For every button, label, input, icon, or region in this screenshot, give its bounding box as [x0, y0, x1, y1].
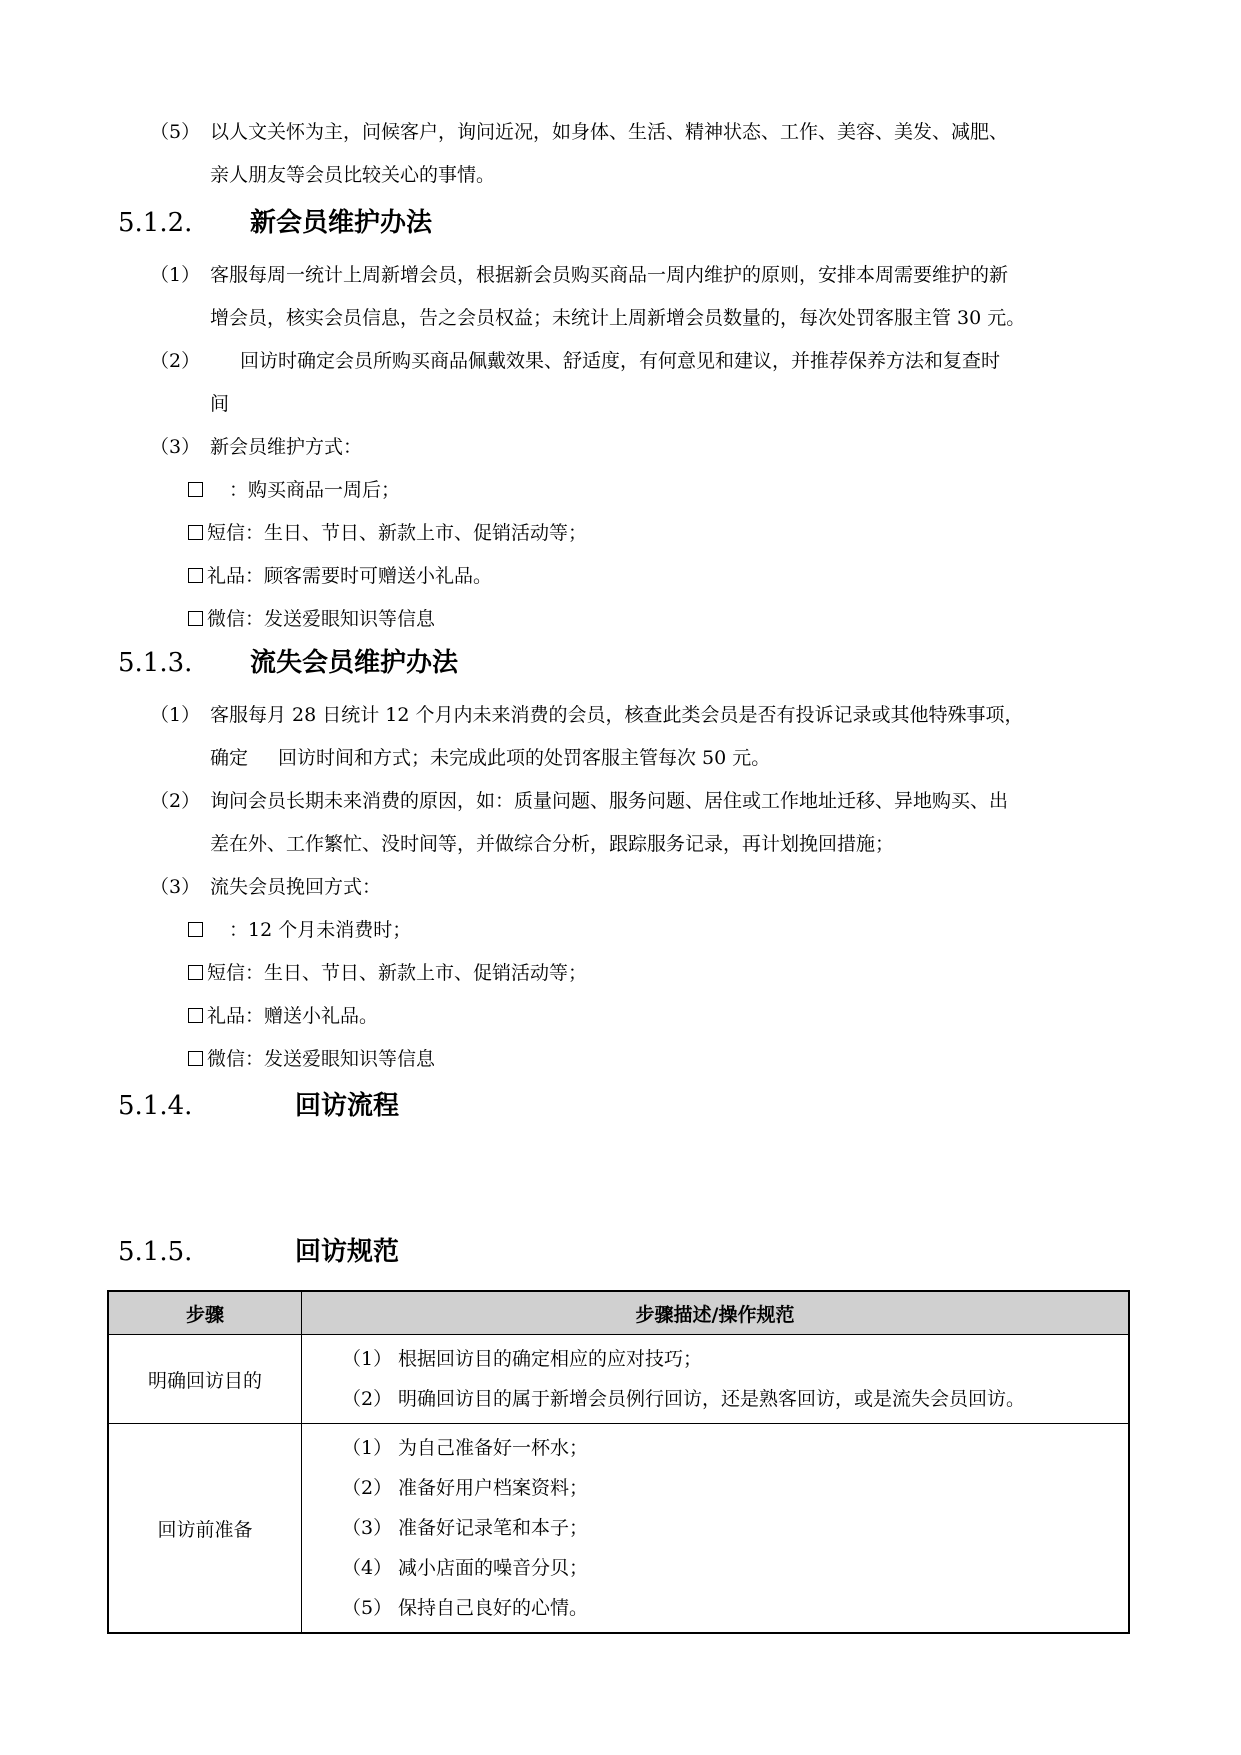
checkbox-icon: [188, 1008, 203, 1023]
checkbox-icon: [188, 611, 203, 626]
checkbox-text: 短信：生日、节日、新款上市、促销活动等；: [207, 522, 588, 544]
checkbox-text: 礼品：顾客需要时可赠送小礼品。: [207, 565, 493, 587]
checkbox-icon: [188, 568, 203, 583]
list-text: 减小店面的噪音分贝；: [398, 1557, 589, 1579]
section-heading-5-1-5: [118, 1236, 400, 1268]
paragraph-line: 以人文关怀为主，问候客户，询问近况，如身体、生活、精神状态、工作、美容、美发、减肥、: [210, 121, 1009, 143]
list-number: （1）: [342, 1348, 393, 1370]
list-number: （2）: [150, 790, 201, 812]
paragraph-line: 流失会员挽回方式：: [210, 876, 382, 898]
checkbox-text: 微信：发送爱眼知识等信息: [207, 608, 436, 630]
list-text: 为自己准备好一杯水；: [398, 1437, 589, 1459]
visit-spec-table: [107, 1290, 1130, 1634]
list-item: [342, 1588, 1128, 1628]
paragraph-line: 差在外、工作繁忙、没时间等，并做综合分析，跟踪服务记录，再计划挽回措施；: [210, 833, 895, 855]
checkbox-icon: [188, 482, 203, 497]
text-span: 确定: [210, 747, 249, 769]
table-row: [108, 1424, 1129, 1634]
list-number: （5）: [150, 121, 201, 143]
checkbox-item: [188, 918, 411, 942]
checkbox-item: [188, 961, 587, 985]
paragraph-line: 间: [210, 393, 230, 415]
list-text: 准备好用户档案资料；: [398, 1477, 589, 1499]
paragraph-line: 亲人朋友等会员比较关心的事情。: [210, 164, 496, 186]
step-cell: 明确回访目的: [108, 1335, 302, 1424]
paragraph-line: 客服每周一统计上周新增会员，根据新会员购买商品一周内维护的原则，安排本周需要维护的新: [210, 264, 1009, 286]
column-header: 步骤描述/操作规范: [302, 1291, 1130, 1335]
list-number: （1）: [150, 264, 201, 286]
section-number: 5.1.5.: [118, 1237, 193, 1267]
section-heading-5-1-2: [118, 207, 433, 239]
list-item: [342, 1548, 1128, 1588]
list-item: [342, 1339, 1128, 1379]
text-span: 回访时间和方式；未完成此项的处罚客服主管每次 50 元。: [278, 747, 771, 769]
list-number: （1）: [342, 1437, 393, 1459]
checkbox-text: ：购买商品一周后；: [229, 479, 401, 501]
list-number: （2）: [150, 350, 201, 372]
section-number: 5.1.3.: [118, 648, 193, 678]
checkbox-icon: [188, 922, 203, 937]
list-text: 准备好记录笔和本子；: [398, 1517, 589, 1539]
list-text: 保持自己良好的心情。: [398, 1597, 589, 1619]
column-header: 步骤: [108, 1291, 302, 1335]
section-title: 回访规范: [295, 1237, 400, 1267]
paragraph-line: [210, 746, 770, 770]
list-number: （2）: [342, 1477, 393, 1499]
checkbox-icon: [188, 1051, 203, 1066]
checkbox-icon: [188, 525, 203, 540]
table-row: [108, 1335, 1129, 1424]
table-header-row: [108, 1291, 1129, 1335]
section-title: 流失会员维护办法: [250, 648, 459, 678]
checkbox-item: [188, 478, 400, 502]
list-number: （3）: [150, 436, 201, 458]
description-cell: [302, 1335, 1130, 1424]
list-number: （1）: [150, 704, 201, 726]
list-number: （5）: [342, 1597, 393, 1619]
section-number: 5.1.4.: [118, 1091, 193, 1121]
checkbox-item: [188, 1004, 378, 1028]
section-title: 新会员维护办法: [250, 208, 433, 238]
section-number: 5.1.2.: [118, 208, 193, 238]
paragraph-line: 询问会员长期未来消费的原因，如：质量问题、服务问题、居住或工作地址迁移、异地购买、出: [210, 790, 1009, 812]
checkbox-item: [188, 564, 492, 588]
list-number: （2）: [342, 1388, 393, 1410]
checkbox-item: [188, 1047, 435, 1071]
checkbox-item: [188, 607, 435, 631]
list-number: （3）: [150, 876, 201, 898]
checkbox-text: 礼品：赠送小礼品。: [207, 1005, 379, 1027]
checkbox-text: ：12 个月未消费时；: [229, 919, 412, 941]
list-item: [342, 1428, 1128, 1468]
list-item: [342, 1508, 1128, 1548]
step-cell: 回访前准备: [108, 1424, 302, 1634]
paragraph-line: 增会员，核实会员信息，告之会员权益；未统计上周新增会员数量的，每次处罚客服主管 30 元。: [210, 307, 1026, 329]
section-heading-5-1-4: [118, 1090, 400, 1122]
paragraph-line: 客服每月 28 日统计 12 个月内未来消费的会员，核查此类会员是否有投诉记录或其他特殊事项，: [210, 704, 1024, 726]
list-text: 根据回访目的确定相应的应对技巧；: [398, 1348, 703, 1370]
section-heading-5-1-3: [118, 647, 459, 679]
checkbox-text: 微信：发送爱眼知识等信息: [207, 1048, 436, 1070]
list-item: [342, 1468, 1128, 1508]
checkbox-item: [188, 521, 587, 545]
section-title: 回访流程: [295, 1091, 400, 1121]
checkbox-text: 短信：生日、节日、新款上市、促销活动等；: [207, 962, 588, 984]
paragraph-line: 新会员维护方式：: [210, 436, 363, 458]
list-number: （4）: [342, 1557, 393, 1579]
list-text: 明确回访目的属于新增会员例行回访，还是熟客回访，或是流失会员回访。: [398, 1388, 1026, 1410]
checkbox-icon: [188, 965, 203, 980]
list-number: （3）: [342, 1517, 393, 1539]
paragraph-line: 回访时确定会员所购买商品佩戴效果、舒适度，有何意见和建议，并推荐保养方法和复查时: [240, 350, 1001, 372]
list-item: [342, 1379, 1128, 1419]
description-cell: [302, 1424, 1130, 1634]
